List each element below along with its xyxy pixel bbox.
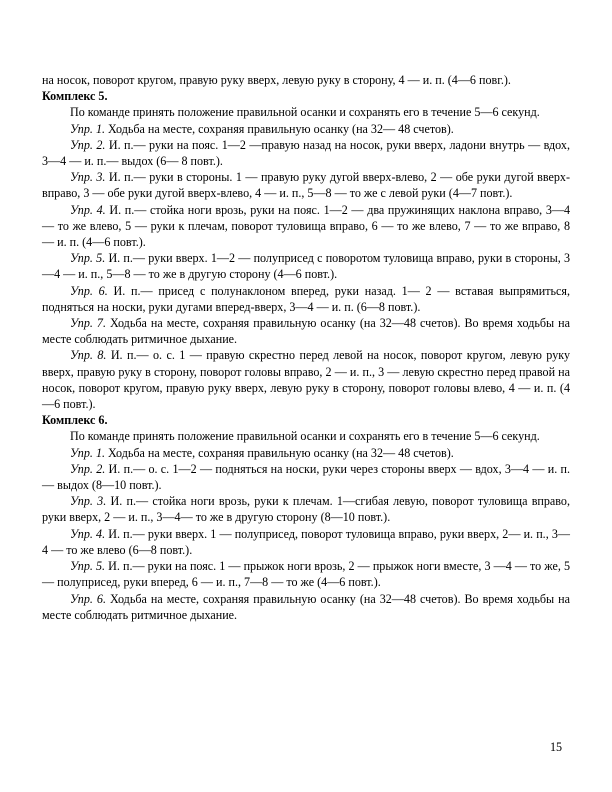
exercise-paragraph — [42, 526, 570, 558]
exercise-paragraph — [42, 558, 570, 590]
exercise-text: Ходьба на месте, сохраняя правильную осанку (на 32—48 счетов). Во время ходьбы на месте соблюдать ритмичное дыхание. — [42, 316, 571, 347]
section-heading: Комплекс 6. — [42, 413, 108, 428]
exercise-label: Упр. 2. — [70, 137, 106, 152]
exercise-text: Ходьба на месте, сохраняя правильную осанку (на 32— 48 счетов). — [105, 121, 454, 136]
exercise-label: Упр. 2. — [70, 461, 106, 476]
exercise-label: Упр. 5. — [70, 559, 106, 574]
page-number: 15 — [550, 740, 563, 754]
body-paragraph: на носок, поворот кругом, правую руку вверх, левую руку в сторону, 4 — и. п. (4—6 повг.). — [42, 73, 511, 87]
exercise-paragraph — [42, 315, 570, 347]
exercise-paragraph — [42, 461, 570, 493]
section-heading: Комплекс 5. — [42, 89, 108, 104]
exercise-text: И. п.— руки вверх. 1—2 — полуприсед с поворотом туловища вправо, руки в стороны, 3—4 — и. п., 5—8 — то же в другую сторону (4—6 повт.). — [42, 251, 570, 282]
exercise-text: И. п.— стойка ноги врозь, руки к плечам. 1—сгибая левую, поворот туловища вправо, руки вверх, 2 — и. п., 3—4— то же в другую сторону (8—10 повт.). — [42, 494, 570, 525]
exercise-paragraph — [42, 591, 570, 623]
exercise-label: Упр. 6. — [70, 283, 108, 298]
exercise-text: И. п.— присед с полунаклоном вперед, руки назад. 1— 2 — вставая выпрямиться, подняться на носки, руки дугами вперед-вверх, 3—4 — и. п. (6—8 повт.). — [42, 283, 571, 314]
exercise-paragraph — [42, 493, 570, 525]
exercise-paragraph — [42, 121, 570, 137]
exercise-label: Упр. 6. — [70, 591, 106, 606]
exercise-label: Упр. 4. — [70, 202, 106, 217]
exercise-label: Упр. 3. — [70, 170, 106, 185]
body-paragraph: По команде принять положение правильной осанки и сохранять его в течение 5—6 секунд. — [70, 105, 540, 120]
exercise-text: И. п.— руки в стороны. 1 — правую руку дугой вверх-влево, 2 — обе руки дугой вверх-вправо, 3 — обе руки дугой вверх-влево, 4 — и. п., 5—8 — то же с левой руки (4—7 повт.). — [42, 170, 571, 201]
exercise-label: Упр. 1. — [70, 121, 106, 136]
exercise-label: Упр. 8. — [70, 348, 107, 363]
exercise-text: Ходьба на месте, сохраняя правильную осанку (на 32—48 счетов). Во время ходьбы на месте соблюдать ритмичное дыхание. — [42, 591, 571, 622]
exercise-text: И. п.— о. с. 1 — правую скрестно перед левой на носок, поворот кругом, левую руку вверх, правую руку в сторону, поворот головы вправо, 2 — и. п., 3 — левую скрестно перед правой на носок, поворот кругом, правую руку вверх, левую руку в сторону, поворот головы влево, 4 — и. п. (4—6 повт.). — [42, 348, 570, 412]
document-page — [42, 72, 570, 623]
exercise-label: Упр. 7. — [70, 316, 106, 331]
exercise-paragraph — [42, 169, 570, 201]
exercise-paragraph — [42, 347, 570, 412]
body-paragraph: По команде принять положение правильной осанки и сохранять его в течение 5—6 секунд. — [70, 429, 540, 444]
exercise-label: Упр. 5. — [70, 251, 106, 266]
exercise-label: Упр. 3. — [70, 494, 107, 509]
exercise-label: Упр. 4. — [70, 526, 106, 541]
exercise-text: И. п.— стойка ноги врозь, руки на пояс. 1—2 — два пружинящих наклона вправо, 3—4 — то же влево, 5 — руки к плечам, поворот туловища вправо, 6 — то же влево, 7 — то же вправо, 8 — и. п. (4—6 повт.). — [42, 202, 571, 250]
exercise-label: Упр. 1. — [70, 445, 106, 460]
exercise-paragraph — [42, 202, 570, 251]
exercise-text: Ходьба на месте, сохраняя правильную осанку (на 32— 48 счетов). — [105, 445, 454, 460]
exercise-paragraph — [42, 445, 570, 461]
exercise-text: И. п.— руки на пояс. 1 — прыжок ноги врозь, 2 — прыжок ноги вместе, 3 —4 — то же, 5 — полуприсед, руки вперед, 6 — и. п., 7—8 — то же (4—6 повт.). — [42, 559, 570, 590]
exercise-text: И. п.— руки вверх. 1 — полуприсед, поворот туловища вправо, руки вверх, 2— и. п., 3—4 — то же влево (6—8 повт.). — [42, 526, 570, 557]
exercise-text: И. п.— о. с. 1—2 — подняться на носки, руки через стороны вверх — вдох, 3—4 — и. п.— выдох (8—10 повт.). — [42, 461, 571, 493]
exercise-paragraph — [42, 137, 570, 169]
exercise-text: И. п.— руки на пояс. 1—2 —правую назад на носок, руки вверх, ладони внутрь — вдох, 3—4 — и. п.— выдох (6— 8 повт.). — [42, 137, 570, 169]
exercise-paragraph — [42, 283, 570, 315]
exercise-paragraph — [42, 250, 570, 282]
